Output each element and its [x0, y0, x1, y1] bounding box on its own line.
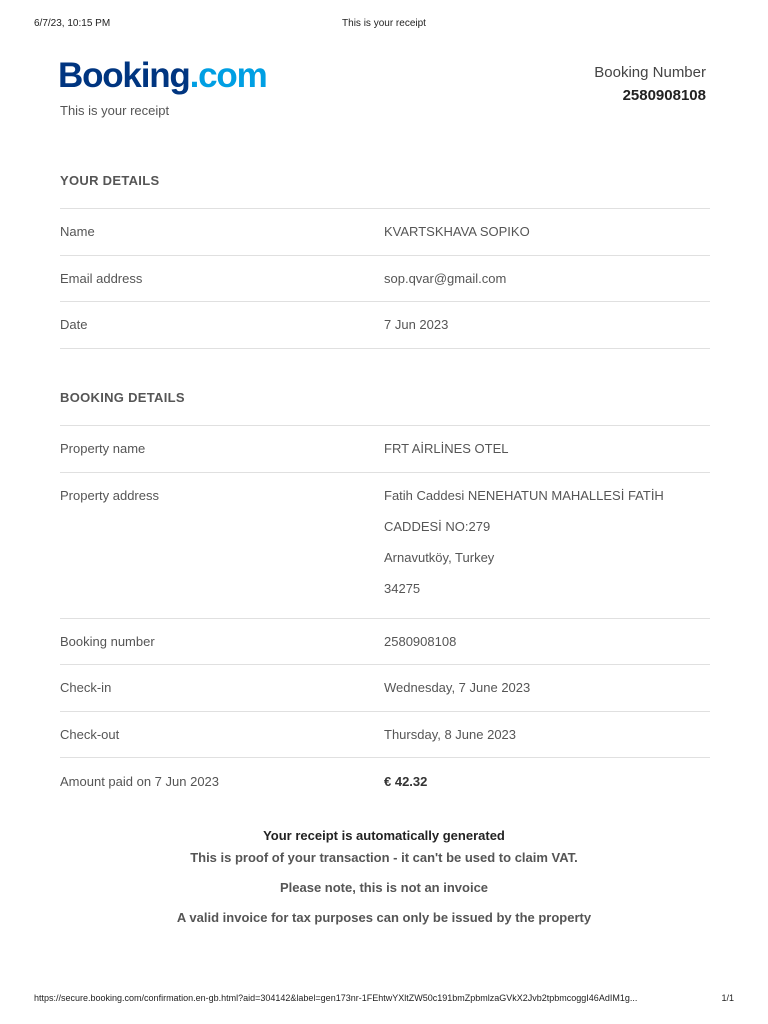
logo-suffix: .com — [189, 56, 267, 95]
details-row-email — [60, 256, 710, 303]
row-value: Thursday, 8 June 2023 — [384, 726, 517, 742]
booking-row-amount-paid — [60, 758, 710, 805]
row-value: 2580908108 — [384, 633, 457, 649]
row-label: Property address — [60, 487, 159, 503]
address-line: Arnavutköy, Turkey — [384, 549, 495, 565]
address-line: CADDESİ NO:279 — [384, 518, 491, 534]
row-label: Date — [60, 317, 88, 333]
print-date: 6/7/23, 10:15 PM — [34, 18, 111, 29]
note-not-invoice: Please note, this is not an invoice — [279, 880, 489, 895]
details-row-date — [60, 302, 710, 349]
booking-row-booking-number — [60, 619, 710, 666]
row-label: Property name — [60, 441, 146, 457]
row-label: Name — [60, 224, 95, 240]
booking-details-section — [60, 388, 710, 805]
details-row-name — [60, 209, 710, 256]
footer-notes — [0, 828, 768, 925]
row-value: Wednesday, 7 June 2023 — [384, 680, 531, 696]
booking-logo — [58, 58, 266, 93]
page-subtitle: This is your receipt — [60, 103, 170, 118]
booking-row-check-in — [60, 665, 710, 712]
section-title-your-details: YOUR DETAILS — [60, 171, 710, 209]
address-line: Fatih Caddesi NENEHATUN MAHALLESİ FATİH — [384, 487, 664, 503]
row-label: Check-in — [60, 680, 112, 696]
booking-number-label: Booking Number — [594, 64, 706, 81]
booking-row-check-out — [60, 712, 710, 759]
row-label: Check-out — [60, 726, 120, 742]
note-auto-generated: Your receipt is automatically generated — [263, 828, 505, 843]
row-label: Booking number — [60, 633, 155, 649]
note-valid-invoice: A valid invoice for tax purposes can only be issued by the property — [176, 910, 592, 925]
amount-paid-value: € 42.32 — [384, 773, 428, 789]
row-value: KVARTSKHAVA SOPIKO — [384, 224, 530, 240]
address-line: 34275 — [384, 580, 421, 596]
row-label: Email address — [60, 270, 143, 286]
logo-brand: Booking — [58, 56, 190, 95]
row-value: 7 Jun 2023 — [384, 317, 449, 333]
booking-row-property-address — [60, 473, 710, 619]
print-title: This is your receipt — [342, 18, 426, 29]
note-proof-of-transaction: This is proof of your transaction - it can't be used to claim VAT. — [190, 850, 578, 865]
booking-number-block — [594, 64, 706, 104]
booking-row-property-name — [60, 426, 710, 473]
section-title-booking-details: BOOKING DETAILS — [60, 388, 710, 426]
print-url: https://secure.booking.com/confirmation.en-gb.html?aid=304142&label=gen173nr-1FEhtwYXltZW50c191bmZpbmlzaGVkX2Jvb2tpbmcoggI46AdIM1g... — [34, 993, 638, 1003]
page-number: 1/1 — [721, 993, 734, 1003]
row-value: sop.qvar@gmail.com — [384, 270, 507, 286]
property-address-value — [384, 488, 710, 604]
booking-number-value: 2580908108 — [622, 87, 706, 104]
your-details-section — [60, 171, 710, 349]
row-label: Amount paid on 7 Jun 2023 — [60, 773, 220, 789]
row-value: FRT AİRLİNES OTEL — [384, 441, 509, 457]
